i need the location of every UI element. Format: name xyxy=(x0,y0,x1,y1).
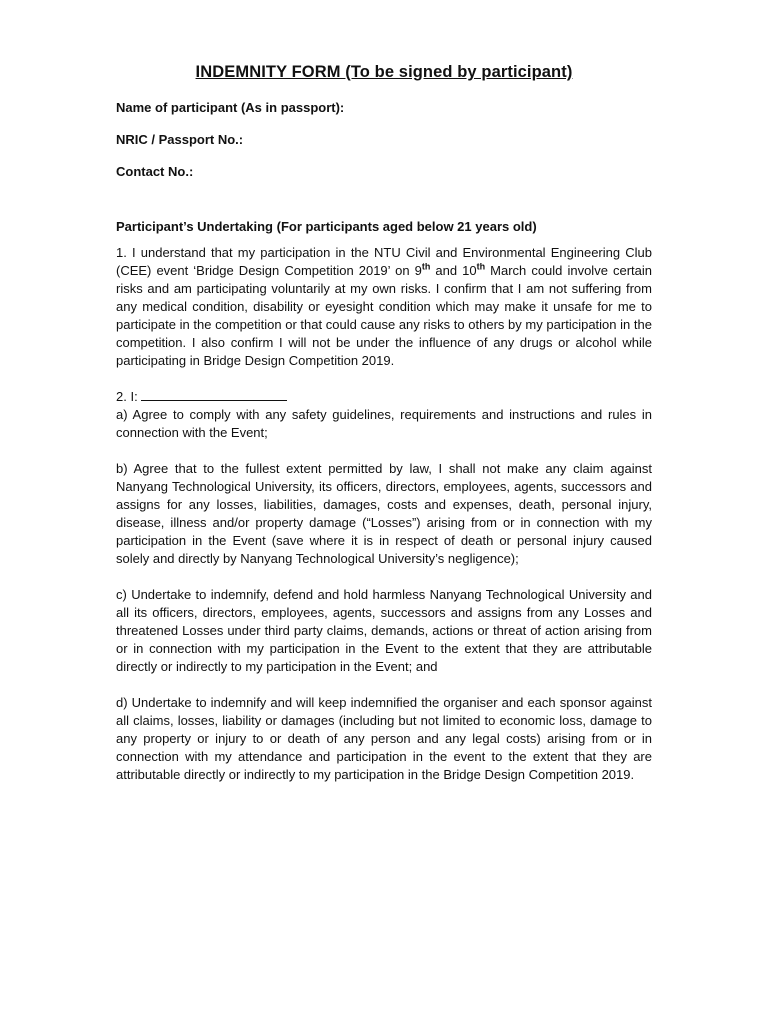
paragraph-1 xyxy=(116,244,652,370)
name-blank-line xyxy=(141,390,287,401)
nric-field-label: NRIC / Passport No.: xyxy=(116,132,244,147)
clause-a: a) Agree to comply with any safety guidelines, requirements and instructions and rules in connection with the Event; xyxy=(116,407,652,440)
name-field-label: Name of participant (As in passport): xyxy=(116,100,345,115)
superscript-th-1: th xyxy=(421,261,431,272)
paragraph-1-part-c: March could involve certain risks and am participating voluntarily at my own risks. I confirm that I am not suffering from any medical condition, disability or eyesight condition which may make it unsafe for me to participate in the competition or that could cause any risks to others by my participation in the competition. I also confirm I will not be under the influence of any drugs or alcohol while participating in Bridge Design Competition 2019. xyxy=(116,263,652,368)
undertaking-heading: Participant’s Undertaking (For participants aged below 21 years old) xyxy=(116,219,537,234)
clause-b: b) Agree that to the fullest extent permitted by law, I shall not make any claim against Nanyang Technological University, its officers, directors, employees, agents, successors and assigns for any losses, liabilities, damages, costs and expenses, death, personal injury, disease, illness and/or property damage (“Losses”) arising from or in connection with my participation in the Event (save where it is in respect of death or personal injury caused solely and directly by Nanyang Technological University’s negligence); xyxy=(116,461,652,566)
paragraph-1-part-b: and 10 xyxy=(430,263,477,278)
superscript-th-2: th xyxy=(476,261,486,272)
page-title: INDEMNITY FORM (To be signed by participant) xyxy=(195,63,573,81)
clause-d: d) Undertake to indemnify and will keep indemnified the organiser and each sponsor against all claims, losses, liability or damages (including but not limited to economic loss, damage to any property or injury to or death of any person and any legal costs) arising from or in connection with my attendance and participation in the event to the extent that they are attributable directly or indirectly to my participation in the Bridge Design Competition 2019. xyxy=(116,695,652,782)
paragraph-2-label: 2. I: xyxy=(116,389,138,404)
paragraph-2-label-line xyxy=(116,388,652,406)
contact-field-label: Contact No.: xyxy=(116,164,194,179)
paragraph-1-part-a: 1. I understand that my participation in the NTU Civil and Environmental Engineering Club (CEE) event ‘Bridge Design Competition 2019’ on 9 xyxy=(116,245,652,278)
clause-c: c) Undertake to indemnify, defend and hold harmless Nanyang Technological University and all its officers, directors, employees, agents, successors and assigns from any Losses and threatened Losses under third party claims, demands, actions or threat of action arising from or in connection with my participation in the Event to the extent that they are attributable directly or indirectly to my participation in the Event; and xyxy=(116,587,652,674)
